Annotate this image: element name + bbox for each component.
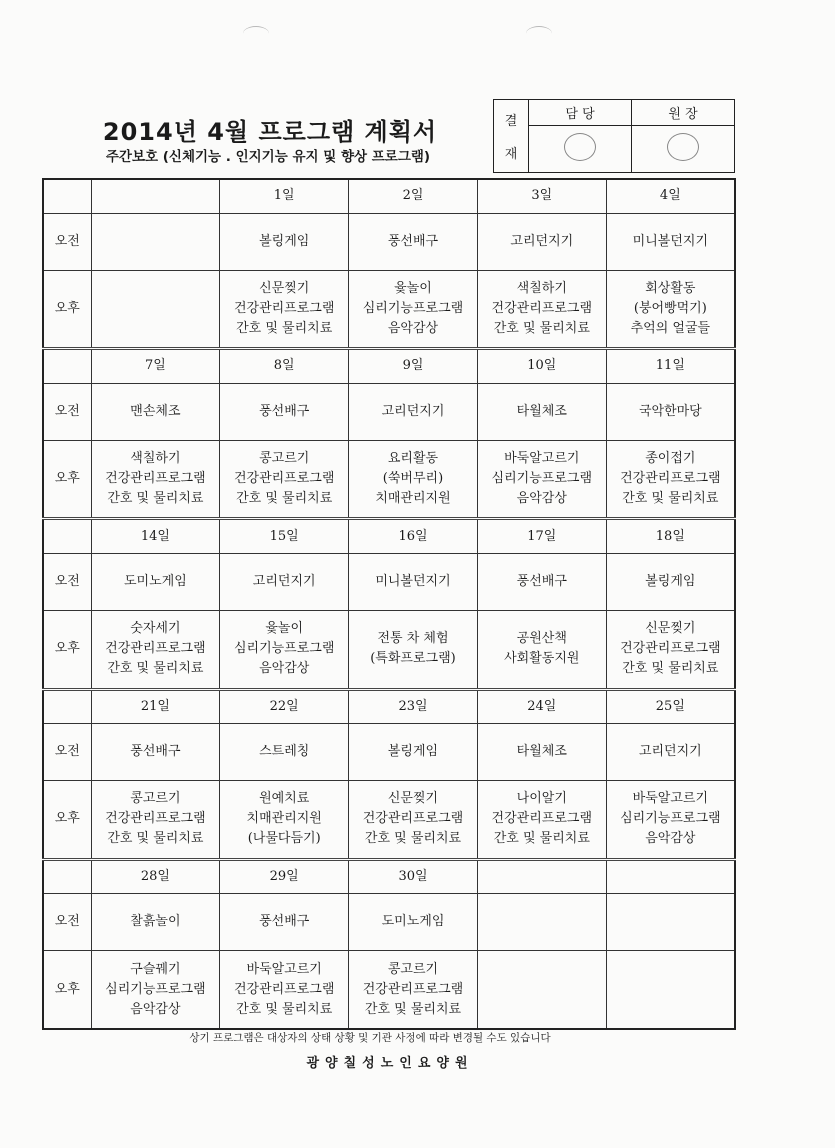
pm-activity-cell [220, 781, 349, 859]
pm-activity-line: 간호 및 물리치료 [622, 491, 719, 507]
pm-activity-line: 신문찢기 [645, 621, 696, 637]
date-cell: 24일 [477, 689, 606, 724]
row-label-empty [43, 519, 91, 554]
date-cell: 9일 [349, 349, 478, 384]
am-activity-cell: 고리던지기 [220, 553, 349, 610]
date-cell [477, 859, 606, 894]
pm-activity-cell [220, 270, 349, 348]
date-cell: 23일 [349, 689, 478, 724]
pm-activity-cell [91, 611, 220, 689]
pm-activity-line: 음악감상 [259, 661, 310, 677]
pm-activity-line: 음악감상 [130, 1001, 181, 1017]
am-activity-cell: 타월체조 [477, 724, 606, 781]
footer-note: 상기 프로그램은 대상자의 상태 상황 및 기관 사정에 따라 변경될 수도 있습니다 [189, 1032, 551, 1044]
am-activity-cell: 미니볼던지기 [606, 213, 735, 270]
approval-signature-director [632, 126, 735, 173]
pm-activity-line: 간호 및 물리치료 [107, 491, 204, 507]
am-activity-cell: 풍선배구 [349, 213, 478, 270]
pm-activity-line: 간호 및 물리치료 [107, 661, 204, 677]
am-label: 오전 [43, 553, 91, 610]
pm-activity-line: 치매관리지원 [375, 491, 451, 507]
row-label-empty [43, 689, 91, 724]
am-label: 오전 [43, 724, 91, 781]
am-activity-cell: 타월체조 [477, 383, 606, 440]
am-activity-cell: 도미노게임 [349, 894, 478, 951]
pm-activity-line: 음악감상 [387, 320, 439, 336]
pm-activity-line: 콩고르기 [130, 791, 181, 807]
approval-signature-manager [529, 126, 632, 173]
pm-activity-cell [220, 611, 349, 689]
pm-activity-line: 음악감상 [645, 831, 696, 847]
date-cell: 11일 [606, 349, 735, 384]
am-activity-cell: 볼링게임 [606, 553, 735, 610]
am-row [43, 383, 735, 440]
pm-activity-line: 건강관리프로그램 [620, 471, 721, 487]
date-cell: 16일 [349, 519, 478, 554]
am-activity-cell: 미니볼던지기 [349, 553, 478, 610]
pm-label: 오후 [43, 270, 91, 348]
pm-activity-line: 심리기능프로그램 [362, 300, 464, 316]
date-cell: 8일 [220, 349, 349, 384]
pm-activity-line: 종이접기 [645, 451, 696, 467]
pm-activity-cell [349, 781, 478, 859]
am-activity-cell [477, 894, 606, 951]
pm-activity-line: 콩고르기 [387, 961, 439, 977]
date-cell [91, 179, 220, 213]
pm-activity-cell [606, 270, 735, 348]
pm-activity-cell [606, 611, 735, 689]
pm-activity-line: 전통 차 체험 [377, 631, 449, 647]
pm-activity-line: 바둑알고르기 [246, 961, 322, 977]
pm-activity-line: 심리기능프로그램 [491, 471, 593, 487]
signature-stamp-icon [667, 133, 699, 161]
pm-activity-cell [349, 440, 478, 518]
pm-row [43, 440, 735, 518]
date-cell: 2일 [349, 179, 478, 213]
pm-activity-line: 심리기능프로그램 [105, 981, 206, 997]
date-cell: 30일 [349, 859, 478, 894]
am-activity-cell: 볼링게임 [220, 213, 349, 270]
am-row [43, 724, 735, 781]
punch-hole-left [243, 26, 269, 41]
approval-side-label-2: 재 [504, 147, 518, 162]
date-cell: 3일 [477, 179, 606, 213]
pm-activity-cell [91, 951, 220, 1029]
pm-activity-line: 콩고르기 [259, 451, 310, 467]
date-cell: 25일 [606, 689, 735, 724]
row-label-empty [43, 349, 91, 384]
pm-activity-line: 사회활동지원 [504, 651, 580, 667]
pm-activity-line: (나물다듬기) [247, 831, 321, 847]
am-activity-cell: 풍선배구 [477, 553, 606, 610]
pm-activity-line: 간호 및 물리치료 [493, 831, 590, 847]
am-activity-cell [91, 213, 220, 270]
pm-activity-line: 건강관리프로그램 [362, 981, 464, 997]
approval-box [493, 99, 735, 173]
organization-name: 광양칠성노인요양원 [306, 1056, 474, 1071]
pm-activity-cell [349, 270, 478, 348]
pm-activity-line: 간호 및 물리치료 [236, 1001, 333, 1017]
pm-activity-line: 색칠하기 [130, 451, 181, 467]
date-cell: 17일 [477, 519, 606, 554]
page-subtitle: 주간보호 (신체기능 . 인지기능 유지 및 향상 프로그램) [105, 149, 431, 165]
pm-activity-line: 건강관리프로그램 [620, 641, 721, 657]
approval-header-director: 원 장 [632, 100, 735, 126]
pm-activity-line: 신문찢기 [387, 791, 439, 807]
pm-activity-line: 간호 및 물리치료 [364, 831, 462, 847]
pm-activity-line: 공원산책 [516, 631, 567, 647]
pm-activity-cell [220, 440, 349, 518]
pm-activity-line: 간호 및 물리치료 [236, 320, 333, 336]
pm-label: 오후 [43, 951, 91, 1029]
date-cell: 22일 [220, 689, 349, 724]
date-cell: 14일 [91, 519, 220, 554]
pm-activity-line: 구슬꿰기 [130, 961, 181, 977]
date-cell: 7일 [91, 349, 220, 384]
am-row [43, 213, 735, 270]
pm-activity-line: 건강관리프로그램 [233, 981, 335, 997]
date-cell: 1일 [220, 179, 349, 213]
am-activity-cell: 국악한마당 [606, 383, 735, 440]
am-activity-cell: 도미노게임 [91, 553, 220, 610]
schedule-table [42, 178, 736, 1030]
pm-activity-line: 숫자세기 [130, 621, 181, 637]
pm-label: 오후 [43, 611, 91, 689]
date-cell: 18일 [606, 519, 735, 554]
pm-activity-cell [91, 781, 220, 859]
pm-activity-line: (특화프로그램) [370, 651, 456, 667]
date-row [43, 859, 735, 894]
pm-row [43, 781, 735, 859]
pm-label: 오후 [43, 781, 91, 859]
pm-activity-line: 바둑알고르기 [632, 791, 709, 807]
approval-side-label-1: 결 [504, 114, 518, 129]
pm-activity-line: 원예치료 [259, 791, 310, 807]
pm-activity-line: 색칠하기 [516, 280, 567, 296]
approval-header-manager: 담 당 [529, 100, 632, 126]
am-label: 오전 [43, 894, 91, 951]
am-row [43, 894, 735, 951]
pm-activity-cell [477, 781, 606, 859]
pm-activity-line: 바둑알고르기 [504, 451, 580, 467]
date-cell: 29일 [220, 859, 349, 894]
pm-activity-line: 간호 및 물리치료 [236, 491, 333, 507]
pm-activity-line: 건강관리프로그램 [233, 471, 335, 487]
pm-activity-line: 신문찢기 [259, 280, 310, 296]
am-row [43, 553, 735, 610]
pm-activity-line: 간호 및 물리치료 [493, 320, 590, 336]
pm-row [43, 270, 735, 348]
row-label-empty [43, 859, 91, 894]
pm-activity-line: 건강관리프로그램 [233, 300, 335, 316]
pm-activity-cell [477, 440, 606, 518]
am-activity-cell: 맨손체조 [91, 383, 220, 440]
pm-activity-line: 회상활동 [645, 280, 696, 296]
date-cell [606, 859, 735, 894]
am-activity-cell: 풍선배구 [220, 383, 349, 440]
am-label: 오전 [43, 383, 91, 440]
pm-activity-line: 간호 및 물리치료 [364, 1001, 462, 1017]
pm-activity-cell [606, 440, 735, 518]
date-cell: 21일 [91, 689, 220, 724]
am-activity-cell: 볼링게임 [349, 724, 478, 781]
pm-activity-line: 나이알기 [516, 791, 567, 807]
pm-label: 오후 [43, 440, 91, 518]
punch-hole-right [526, 26, 552, 41]
pm-row [43, 951, 735, 1029]
pm-activity-line: (쑥버무리) [382, 471, 444, 487]
pm-activity-line: 윷놀이 [265, 621, 304, 637]
pm-activity-cell [606, 951, 735, 1029]
pm-activity-cell [349, 951, 478, 1029]
pm-activity-cell [349, 611, 478, 689]
date-row [43, 689, 735, 724]
pm-activity-cell [606, 781, 735, 859]
pm-activity-cell [477, 611, 606, 689]
pm-activity-cell [477, 270, 606, 348]
pm-activity-cell [477, 951, 606, 1029]
pm-activity-line: 음악감상 [516, 491, 567, 507]
pm-activity-line: 심리기능프로그램 [620, 811, 721, 827]
pm-activity-line: 건강관리프로그램 [105, 471, 206, 487]
pm-activity-cell [91, 270, 220, 348]
pm-activity-line: 요리활동 [387, 451, 439, 467]
approval-side-label [494, 100, 529, 173]
pm-activity-line: 간호 및 물리치료 [107, 831, 204, 847]
am-activity-cell [606, 894, 735, 951]
pm-activity-line: 건강관리프로그램 [105, 811, 206, 827]
date-cell: 15일 [220, 519, 349, 554]
pm-activity-line: 건강관리프로그램 [362, 811, 464, 827]
date-cell: 4일 [606, 179, 735, 213]
pm-activity-line: 건강관리프로그램 [105, 641, 206, 657]
pm-activity-line: (붕어빵먹기) [633, 300, 707, 316]
date-cell: 28일 [91, 859, 220, 894]
am-activity-cell: 풍선배구 [91, 724, 220, 781]
pm-activity-line: 건강관리프로그램 [491, 811, 593, 827]
date-row [43, 349, 735, 384]
pm-activity-line: 건강관리프로그램 [491, 300, 593, 316]
pm-activity-line: 윷놀이 [394, 280, 432, 296]
am-activity-cell: 스트레칭 [220, 724, 349, 781]
pm-row [43, 611, 735, 689]
pm-activity-line: 간호 및 물리치료 [622, 661, 719, 677]
am-activity-cell: 풍선배구 [220, 894, 349, 951]
row-label-empty [43, 179, 91, 213]
pm-activity-cell [91, 440, 220, 518]
date-row [43, 179, 735, 213]
date-cell: 10일 [477, 349, 606, 384]
am-activity-cell: 고리던지기 [477, 213, 606, 270]
am-label: 오전 [43, 213, 91, 270]
page-title: 2014년 4월 프로그램 계획서 [102, 118, 438, 146]
signature-stamp-icon [564, 133, 596, 161]
am-activity-cell: 고리던지기 [349, 383, 478, 440]
pm-activity-cell [220, 951, 349, 1029]
am-activity-cell: 고리던지기 [606, 724, 735, 781]
pm-activity-line: 심리기능프로그램 [233, 641, 335, 657]
am-activity-cell: 찰흙놀이 [91, 894, 220, 951]
date-row [43, 519, 735, 554]
pm-activity-line: 추억의 얼굴들 [630, 320, 711, 336]
pm-activity-line: 치매관리지원 [246, 811, 322, 827]
